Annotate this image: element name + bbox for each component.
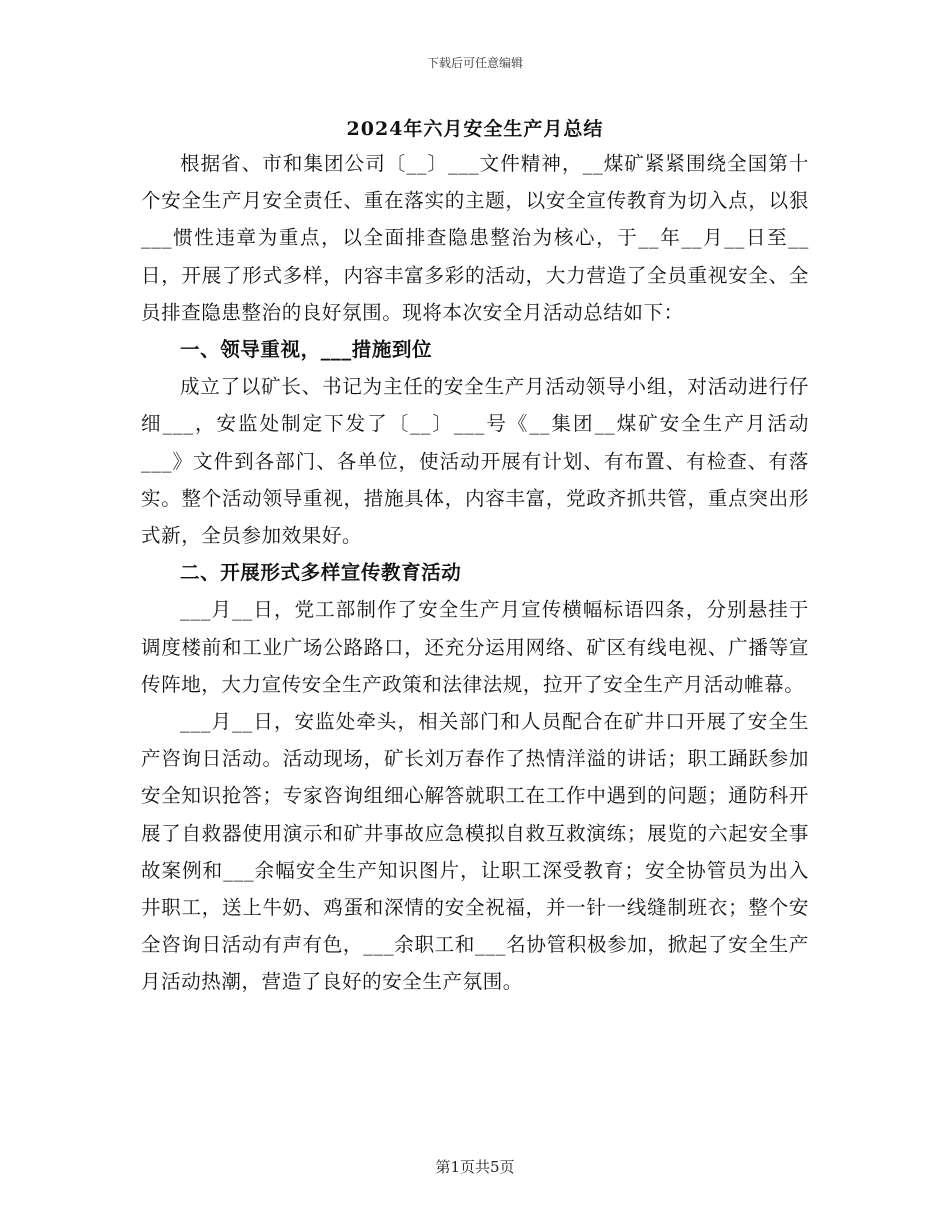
header-note: 下载后可任意编辑 xyxy=(426,56,523,70)
section-1-paragraph: 成立了以矿长、书记为主任的安全生产月活动领导小组，对活动进行仔细___，安监处制定下发了〔__〕___号《__集团__煤矿安全生产月活动___》文件到各部门、各单位，使活动开展有计划、有布置、有检查、有落实。整个活动领导重视，措施具体，内容丰富，党政齐抓共管，重点突出形式新，全员参加效果好。 xyxy=(141,375,809,548)
section-heading-1: 一、领导重视，___措施到位 xyxy=(180,338,433,362)
document-body xyxy=(141,145,809,1001)
intro-paragraph: 根据省、市和集团公司〔__〕___文件精神，__煤矿紧紧围绕全国第十个安全生产月安全责任、重在落实的主题，以安全宣传教育为切入点，以狠___惯性违章为重点，以全面排查隐患整治为核心，于__年__月__日至__日，开展了形式多样，内容丰富多彩的活动，大力营造了全员重视安全、全员排查隐患整治的良好氛围。现将本次安全月活动总结如下： xyxy=(141,152,809,324)
section-2-paragraph-1: ___月__日，党工部制作了安全生产月宣传横幅标语四条，分别悬挂于调度楼前和工业广场公路路口，还充分运用网络、矿区有线电视、广播等宣传阵地，大力宣传安全生产政策和法律法规，拉开了安全生产月活动帷幕。 xyxy=(141,598,809,696)
document-title: 2024年六月安全生产月总结 xyxy=(346,118,604,140)
section-2-paragraph-2: ___月__日，安监处牵头，相关部门和人员配合在矿井口开展了安全生产咨询日活动。活动现场，矿长刘万春作了热情洋溢的讲话；职工踊跃参加安全知识抢答；专家咨询组细心解答就职工在工作中遇到的问题；通防科开展了自救器使用演示和矿井事故应急模拟自救互救演练；展览的六起安全事故案例和___余幅安全生产知识图片，让职工深受教育；安全协管员为出入井职工，送上牛奶、鸡蛋和深情的安全祝福，并一针一线缝制班衣；整个安全咨询日活动有声有色，___余职工和___名协管积极参加，掀起了安全生产月活动热潮，营造了良好的安全生产氛围。 xyxy=(141,710,809,994)
section-heading-2: 二、开展形式多样宣传教育活动 xyxy=(180,561,462,585)
page-number-footer: 第1页共5页 xyxy=(435,1158,515,1176)
